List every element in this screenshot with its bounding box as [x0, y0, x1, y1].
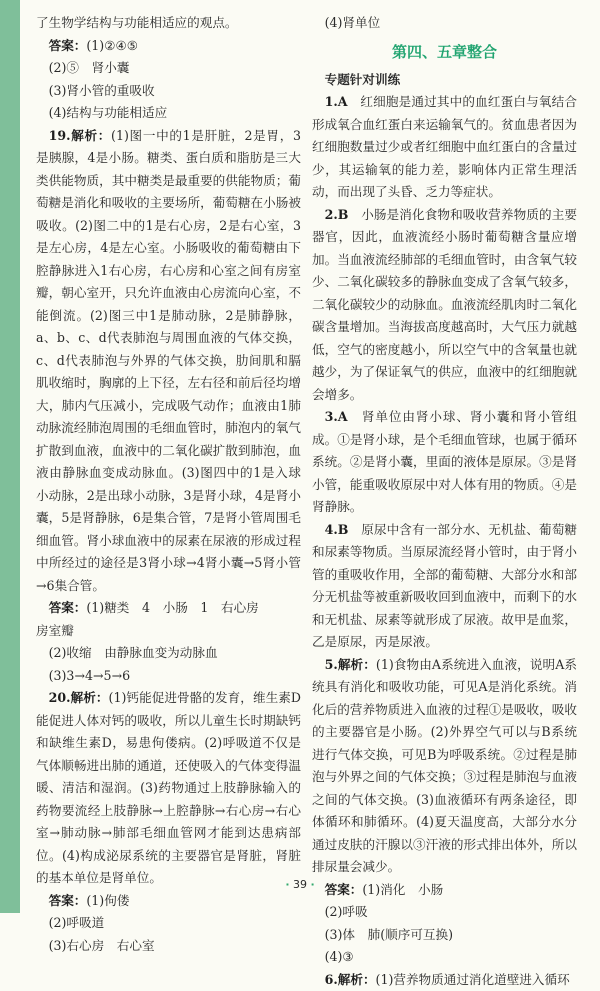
answer-block: 答案：(1)佝偻 — [36, 890, 301, 913]
answer-line: (3)体 肺(顺序可互换) — [312, 924, 577, 947]
right-column — [312, 12, 577, 991]
page-number-dot-right: · — [311, 878, 315, 891]
page-edge-band — [0, 0, 20, 913]
answer-block: 答案：(1)糖类 4 小肠 1 右心房 — [36, 597, 301, 620]
answer-line: (2)呼吸道 — [36, 912, 301, 935]
question-6: 6.解析：(1)营养物质通过消化道壁进入循环 — [312, 969, 577, 991]
question-5: 5.解析：(1)食物由A系统进入血液，说明A系统具有消化和吸收功能，可见A是消化系统。消化后的营养物质进入血液的过程①是吸收，吸收的主要器官是小肠。(2)外界空气可以与B系统进行气体交换，可见B为呼吸系统。②过程是肺泡与外界之间的气体交换；③过程是肺泡与血液之间的气体交换。(3)血液循环有两条途径，即体循环和肺循环。(4)夏天温度高，大部分水分通过皮肤的汗腺以③汗液的形式排出体外，所以排尿量会减少。 — [312, 654, 577, 879]
page-number: · 39 · — [0, 878, 600, 891]
question-1: 1.A 红细胞是通过其中的血红蛋白与氧结合形成氧合血红蛋白来运输氧气的。贫血患者因为红细胞数量过少或者红细胞中血红蛋白的含量过少，其运输氧的能力差，影响体内正常生理活动，而出现了头昏、乏力等症状。 — [312, 91, 577, 204]
answer-line: (4)结构与功能相适应 — [36, 102, 301, 125]
answer-block: 答案：(1)②④⑤ — [36, 35, 301, 58]
paragraph: 了生物学结构与功能相适应的观点。 — [36, 12, 301, 35]
answer-line: (2)呼吸 — [312, 901, 577, 924]
answer-line: (3)3→4→5→6 — [36, 665, 301, 688]
answer-line: (3)肾小管的重吸收 — [36, 80, 301, 103]
question-2: 2.B 小肠是消化食物和吸收营养物质的主要器官，因此，血液流经小肠时葡萄糖含量应增加。当血液流经肺部的毛细血管时，由含氧气较少、二氧化碳较多的静脉血变成了含氧气较多，二氧化碳较少的动脉血。血液流经肌肉时二氧化碳含量增加。当海拔高度越高时，大气压力就越低，空气的密度越小，所以空气中的含氧量也就越少，为了保证氧气的供应，血液中的红细胞就会增多。 — [312, 204, 577, 407]
answer-line: (4)肾单位 — [312, 12, 577, 35]
section-subheading: 专题针对训练 — [312, 69, 577, 92]
question-3: 3.A 肾单位由肾小球、肾小囊和肾小管组成。①是肾小球，是个毛细血管球，也属于循环系统。②是肾小囊，里面的液体是原尿。③是肾小管，能重吸收原尿中对人体有用的物质。④是肾静脉。 — [312, 406, 577, 519]
answer-line: (4)③ — [312, 946, 577, 969]
question-19: 19.解析：(1)图一中的1是肝脏，2是胃，3是胰腺，4是小肠。糖类、蛋白质和脂肪是三大类供能物质，其中糖类是最重要的供能物质；葡萄糖是消化和吸收的主要场所，葡萄糖在小肠被吸收。(2)图二中的1是右心房，2是右心室，3是左心房，4是左心室。小肠吸收的葡萄糖由下腔静脉进入1右心房，右心房和心室之间有房室瓣，朝心室开，只允许血液由心房流向心室，不能倒流。(2)图三中1是肺动脉，2是肺静脉，a、b、c、d代表肺泡与周围血液的气体交换，c、d代表肺泡与外界的气体交换，肋间肌和膈肌收缩时，胸廓的上下径，左右径和前后径均增大，肺内气压减小，完成吸气动作；血液由1肺动脉流经肺泡周围的毛细血管时，肺泡内的氧气扩散到血液，血液中的二氧化碳扩散到肺泡，血液由静脉血变成动脉血。(3)图四中的1是入球小动脉，2是出球小动脉，3是肾小球，4是肾小囊，5是肾静脉，6是集合管，7是肾小管周围毛细血管。肾小球血液中的尿素在尿液的形成过程中所经过的途径是3肾小球→4肾小囊→5肾小管→6集合管。 — [36, 125, 301, 598]
answer-line: (3)右心房 右心室 — [36, 935, 301, 958]
answer-block: 答案：(1)消化 小肠 — [312, 879, 577, 902]
page-number-dot-left: · — [285, 878, 289, 891]
answer-line: (2)收缩 由静脉血变为动脉血 — [36, 642, 301, 665]
question-4: 4.B 原尿中含有一部分水、无机盐、葡萄糖和尿素等物质。当原尿流经肾小管时，由于肾小管的重吸收作用，全部的葡萄糖、大部分水和部分无机盐等被重新吸收回到血液中，而剩下的水和无机盐、尿素等就形成了尿液。故甲是血浆，乙是原尿，丙是尿液。 — [312, 519, 577, 654]
chapter-heading: 第四、五章整合 — [312, 39, 577, 65]
question-20: 20.解析：(1)钙能促进骨骼的发育，维生素D能促进人体对钙的吸收，所以儿童生长时期缺钙和缺维生素D，易患佝偻病。(2)呼吸道不仅是气体顺畅进出肺的通道，还使吸入的气体变得温暖、清洁和湿润。(3)药物通过上肢静脉输入的药物要流经上肢静脉→上腔静脉→右心房→右心室→肺动脉→肺部毛细血管网才能到达患病部位。(4)构成泌尿系统的主要器官是肾脏，肾脏的基本单位是肾单位。 — [36, 687, 301, 890]
answer-line: 房室瓣 — [36, 620, 301, 643]
answer-line: (2)⑤ 肾小囊 — [36, 57, 301, 80]
left-column — [36, 12, 301, 957]
